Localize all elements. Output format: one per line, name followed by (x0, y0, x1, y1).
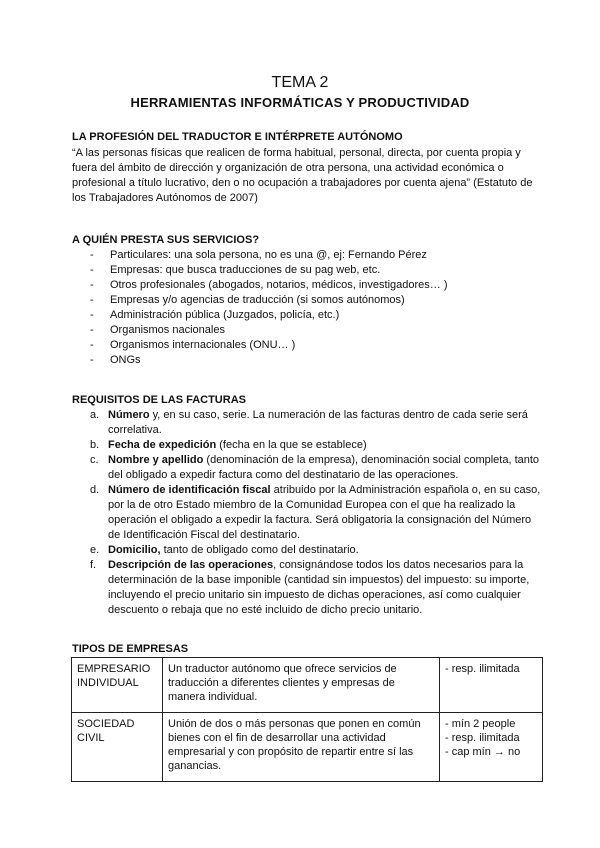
list-item: b. Fecha de expedición (fecha en la que se establece) (90, 439, 367, 451)
page-title: TEMA 2 (271, 74, 329, 91)
list-item: c. Nombre y apellido (denominación de la empresa), denominación social completa, tanto del obligado a expedir factura como del destinatario de las operaciones. (90, 454, 540, 481)
list-item: e. Domicilio, tanto de obligado como del destinatario. (90, 544, 359, 556)
table-row (72, 658, 543, 713)
list-item: - Administración pública (Juzgados, policía, etc.) (90, 309, 340, 321)
table-row (72, 713, 543, 782)
list-item: - Otros profesionales (abogados, notarios, médicos, investigadores… ) (90, 279, 448, 291)
clients-heading: A QUIÉN PRESTA SUS SERVICIOS? (72, 234, 260, 246)
table-cell-notes: - mín 2 people - resp. ilimitada - cap mín → no (440, 713, 543, 782)
requirements-list (72, 408, 542, 618)
list-item: - Organismos nacionales (90, 324, 225, 336)
intro-quote: “A las personas físicas que realicen de forma habitual, personal, directa, por cuenta propia y fuera del ámbito de dirección y organización de otra persona, una actividad económica o profesional a título lucrativo, den o no ocupación a trabajadores por cuenta ajena” (Estatuto de los Trabajadores Autónomos de 2007) (72, 147, 533, 204)
company-types-table (71, 657, 543, 782)
company-types-heading: TIPOS DE EMPRESAS (72, 643, 189, 655)
list-item: - Empresas: que busca traducciones de su pag web, etc. (90, 264, 381, 276)
list-item: - ONGs (90, 354, 141, 366)
page-subtitle: HERRAMIENTAS INFORMÁTICAS Y PRODUCTIVIDAD (130, 95, 470, 110)
requirements-heading: REQUISITOS DE LAS FACTURAS (72, 394, 246, 406)
clients-list (72, 248, 542, 368)
list-item: f. Descripción de las operaciones, consignándose todos los datos necesarios para la determinación de la base imponible (cantidad sin impuestos) del impuesto: su importe, incluyendo el precio unitario sin impuesto de dichas operaciones, así como cualquier descuento o rebaja que no esté incluido de dicho precio unitario. (90, 559, 530, 616)
table-cell-type: EMPRESARIO INDIVIDUAL (72, 658, 163, 713)
table-cell-description: Unión de dos o más personas que ponen en común bienes con el fin de desarrollar una actividad empresarial y con propósito de repartir entre sí las ganancias. (163, 713, 440, 782)
list-item: - Particulares: una sola persona, no es una @, ej: Fernando Pérez (90, 249, 427, 261)
list-item: - Organismos internacionales (ONU… ) (90, 339, 296, 351)
table-cell-type: SOCIEDAD CIVIL (72, 713, 163, 782)
table-cell-description: Un traductor autónomo que ofrece servicios de traducción a diferentes clientes y empresas de manera individual. (163, 658, 440, 713)
list-item: - Empresas y/o agencias de traducción (si somos autónomos) (90, 294, 405, 306)
table-cell-notes: - resp. ilimitada (440, 658, 543, 713)
list-item: d. Número de identificación fiscal atribuido por la Administración española o, en su caso, por la de otro Estado miembro de la Comunidad Europea con el que ha realizado la operación el obligado a expedir la factura. Será obligatoria la consignación del Número de Identificación Fiscal del destinatario. (90, 484, 541, 541)
intro-heading: LA PROFESIÓN DEL TRADUCTOR E INTÉRPRETE AUTÓNOMO (72, 131, 403, 143)
list-item: a. Número y, en su caso, serie. La numeración de las facturas dentro de cada serie será correlativa. (90, 409, 528, 436)
